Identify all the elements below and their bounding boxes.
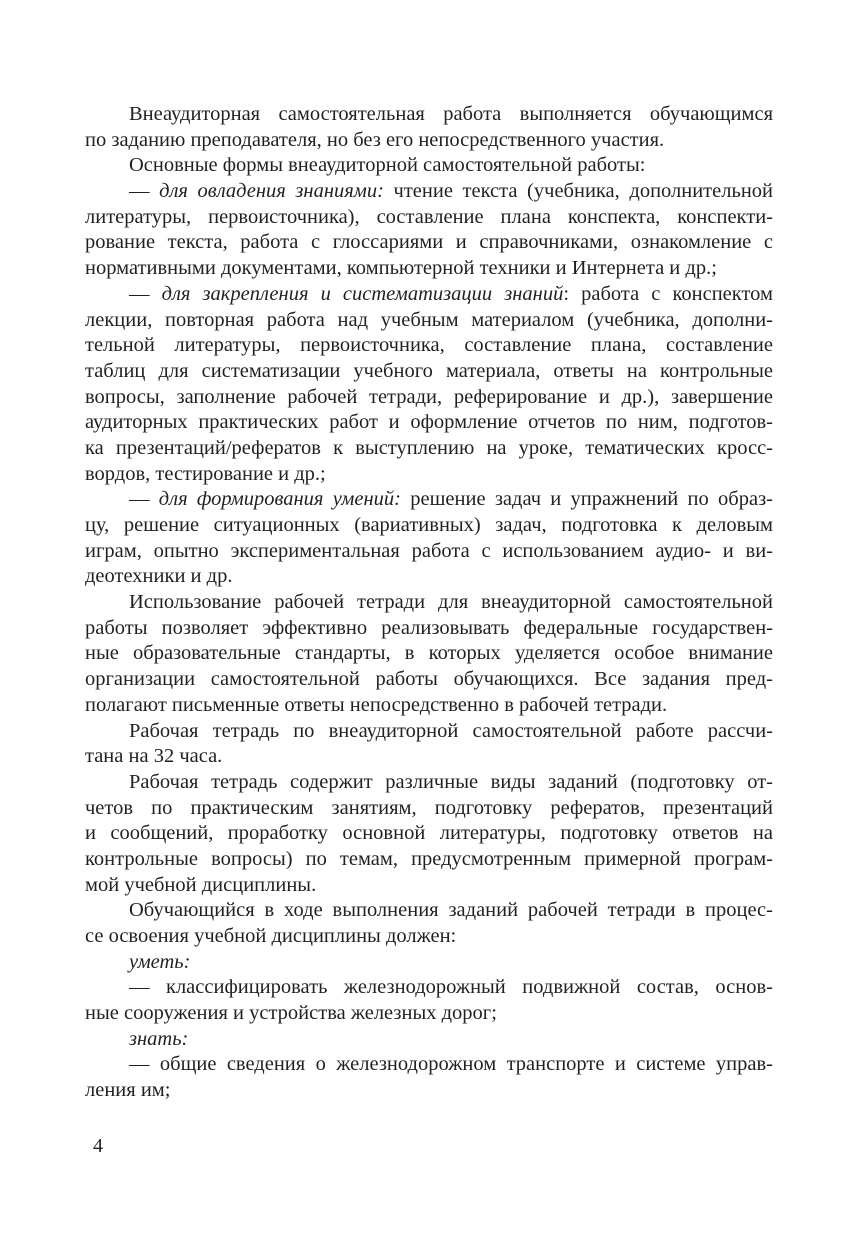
body-text: контрольные вопросы) по темам, предусмотренным примерной програм-	[85, 847, 773, 870]
body-text: тана на 32 часа.	[85, 745, 223, 768]
body-text: Основные формы внеаудиторной самостоятельной работы:	[129, 154, 646, 177]
body-text: тельной литературы, первоисточника, составление плана, составление	[85, 334, 773, 357]
text-line	[85, 385, 773, 411]
text-line	[85, 462, 773, 488]
body-text: мой учебной дисциплины.	[85, 873, 317, 896]
text-line	[85, 641, 773, 667]
body-text: ка презентаций/рефератов к выступлению на уроке, тематических кросс-	[85, 436, 773, 459]
body-text: ные образовательные стандарты, в которых уделяется особое внимание	[85, 642, 773, 665]
body-text: ные сооружения и устройства железных дорог;	[85, 1002, 497, 1025]
text-line	[85, 282, 773, 308]
body-text: —	[129, 282, 162, 305]
body-text: и сообщений, проработку основной литературы, подготовку ответов на	[85, 822, 773, 845]
text-line	[85, 770, 773, 796]
body-text: четов по практическим занятиям, подготовку рефератов, презентаций	[85, 796, 773, 819]
body-text: — классифицировать железнодорожный подвижной состав, основ-	[129, 976, 773, 999]
text-line	[85, 873, 773, 899]
body-text: : работа с конспектом	[563, 282, 773, 305]
body-text: — общие сведения о железнодорожном транспорте и системе управ-	[129, 1053, 773, 1076]
text-line	[85, 821, 773, 847]
text-line	[85, 796, 773, 822]
italic-heading-text: знать:	[129, 1027, 189, 1050]
text-line	[85, 744, 773, 770]
text-line	[85, 1052, 773, 1078]
text-line	[85, 179, 773, 205]
text-line	[85, 1001, 773, 1027]
text-line	[85, 359, 773, 385]
text-line	[85, 487, 773, 513]
document-body	[85, 102, 773, 1104]
body-text: рование текста, работа с глоссариями и справочниками, ознакомление с	[85, 231, 773, 254]
body-text: вопросы, заполнение рабочей тетради, реферирование и др.), завершение	[85, 385, 773, 408]
italic-heading-text: для закрепления и систематизации знаний	[161, 282, 564, 305]
body-text: таблиц для систематизации учебного материала, ответы на контрольные	[85, 359, 773, 382]
text-line	[85, 898, 773, 924]
text-line	[85, 1027, 773, 1053]
body-text: нормативными документами, компьютерной техники и Интернета и др.;	[85, 257, 717, 280]
body-text: се освоения учебной дисциплины должен:	[85, 925, 457, 947]
text-line	[85, 847, 773, 873]
text-line	[85, 205, 773, 231]
italic-heading-text: для овладения знаниями:	[159, 180, 384, 203]
italic-heading-text: для формирования умений:	[158, 488, 401, 511]
body-text: Обучающийся в ходе выполнения заданий рабочей тетради в процес-	[129, 899, 773, 922]
body-text: полагают письменные ответы непосредственно в рабочей тетради.	[85, 693, 668, 716]
text-line	[85, 616, 773, 642]
italic-heading-text: уметь:	[129, 950, 191, 973]
body-text: играм, опытно экспериментальная работа с использованием аудио- и ви-	[85, 539, 773, 562]
body-text: Внеаудиторная самостоятельная работа выполняется обучающимся	[129, 103, 773, 125]
text-line	[85, 975, 773, 1001]
body-text: Рабочая тетрадь содержит различные виды заданий (подготовку от-	[129, 770, 773, 793]
body-text: Рабочая тетрадь по внеаудиторной самостоятельной работе рассчи-	[129, 719, 773, 742]
body-text: литературы, первоисточника), составление плана конспекта, конспекти-	[85, 205, 773, 228]
text-line	[85, 128, 773, 154]
text-line	[85, 102, 773, 128]
text-line	[85, 513, 773, 539]
text-line	[85, 719, 773, 745]
text-line	[85, 564, 773, 590]
body-text: организации самостоятельной работы обучающихся. Все задания пред-	[85, 668, 773, 691]
text-line	[85, 667, 773, 693]
body-text: работы позволяет эффективно реализовывать федеральные государствен-	[85, 616, 773, 639]
text-line	[85, 924, 773, 950]
body-text: Использование рабочей тетради для внеаудиторной самостоятельной	[129, 591, 773, 614]
body-text: аудиторных практических работ и оформление отчетов по ним, подготов-	[85, 411, 773, 434]
text-line	[85, 153, 773, 179]
body-text: ления им;	[85, 1079, 171, 1102]
text-line	[85, 436, 773, 462]
body-text: лекции, повторная работа над учебным материалом (учебника, дополни-	[85, 308, 773, 331]
text-line	[85, 539, 773, 565]
body-text: решение задач и упражнений по образ-	[401, 488, 773, 511]
body-text: —	[129, 488, 159, 511]
body-text: по заданию преподавателя, но без его непосредственного участия.	[85, 128, 665, 151]
text-line	[85, 256, 773, 282]
text-line	[85, 308, 773, 334]
body-text: чтение текста (учебника, дополнительной	[383, 180, 774, 203]
text-line	[85, 1078, 773, 1104]
text-line	[85, 590, 773, 616]
text-line	[85, 950, 773, 976]
body-text: цу, решение ситуационных (вариативных) задач, подготовка к деловым	[85, 514, 773, 536]
text-line	[85, 410, 773, 436]
body-text: вордов, тестирование и др.;	[85, 462, 326, 485]
body-text: деотехники и др.	[85, 565, 233, 588]
body-text: —	[129, 180, 160, 203]
text-line	[85, 693, 773, 719]
text-line	[85, 230, 773, 256]
text-line	[85, 333, 773, 359]
page-number: 4	[93, 1135, 103, 1157]
